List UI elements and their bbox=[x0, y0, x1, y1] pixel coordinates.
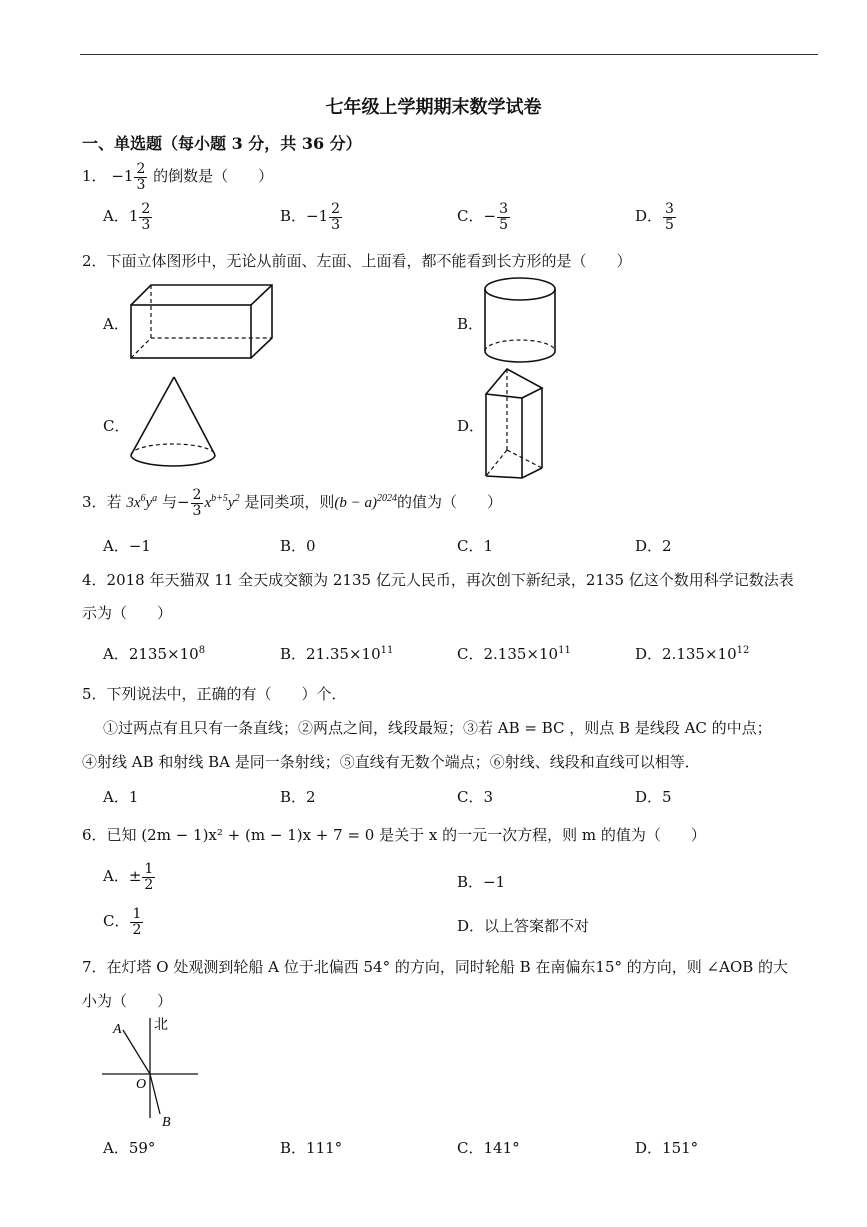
direction-figure bbox=[98, 1014, 208, 1132]
question-2: 2．下面立体图形中，无论从前面、左面、上面看，都不能看到长方形的是（ ） bbox=[82, 252, 632, 270]
q4-option-d[interactable]: D．$2.135\times 10^{12}$ bbox=[635, 645, 750, 663]
point-o-label: O bbox=[136, 1077, 147, 1092]
q4-option-b[interactable]: B．$21.35\times 10^{11}$ bbox=[280, 645, 394, 663]
north-label: 北 bbox=[154, 1017, 168, 1033]
q4-option-c[interactable]: C．$2.135\times 10^{11}$ bbox=[457, 645, 571, 663]
triangular-prism-figure bbox=[482, 366, 546, 482]
question-5-line3: ④射线 AB 和射线 BA 是同一条射线；⑤直线有无数个端点；⑥射线、线段和直线可以相等． bbox=[82, 753, 700, 771]
section-heading: 一、单选题（每小题 3 分，共 36 分） bbox=[82, 134, 362, 153]
cone-figure bbox=[126, 375, 221, 471]
cuboid-figure bbox=[128, 282, 278, 362]
term1: $3x^6y^a$ bbox=[126, 493, 158, 512]
q6-option-b[interactable]: B．−1 bbox=[457, 873, 506, 891]
q5-option-b[interactable]: B．2 bbox=[280, 788, 316, 806]
q5-option-d[interactable]: D．5 bbox=[635, 788, 672, 806]
q5-option-a[interactable]: A．1 bbox=[103, 788, 139, 806]
header-rule bbox=[80, 54, 818, 55]
q2-option-a[interactable]: A． bbox=[103, 315, 129, 333]
question-5-line2: ①过两点有且只有一条直线；②两点之间，线段最短；③若 AB = BC ，则点 B 是线段 AC 的中点； bbox=[103, 719, 772, 737]
fraction: $\frac{2}{3}$ bbox=[136, 161, 146, 193]
q2-option-d[interactable]: D． bbox=[457, 417, 485, 435]
q1-option-c[interactable]: C．− $\frac{3}{5}$ bbox=[457, 201, 508, 233]
q7-option-d[interactable]: D．151° bbox=[635, 1139, 699, 1157]
q1-option-d[interactable]: D． $\frac{3}{5}$ bbox=[635, 201, 674, 233]
q6-option-c[interactable]: C． $\frac{1}{2}$ bbox=[103, 906, 142, 938]
expr-int: −1 bbox=[111, 167, 134, 186]
q6-option-d[interactable]: D．以上答案都不对 bbox=[457, 917, 590, 935]
question-7-line2: 小为（ ） bbox=[82, 992, 173, 1010]
q3-option-b[interactable]: B．0 bbox=[280, 537, 316, 555]
question-4-line1: 4．2018 年天猫双 11 全天成交额为 2135 亿元人民币，再次创下新纪录，2135 亿这个数用科学记数法表 bbox=[82, 571, 794, 589]
page-title: 七年级上学期期末数学试卷 bbox=[325, 97, 542, 118]
q7-option-c[interactable]: C．141° bbox=[457, 1139, 520, 1157]
point-a-label: A bbox=[113, 1022, 122, 1037]
term2: $x^{b+5}y^2$ bbox=[204, 493, 240, 512]
question-3: 3．若 $3x^6y^a$ 与− $\frac{2}{3}$ $x^{b+5}y^2$ 是同类项，则$(b - a)^{2024}$的值为（ ） bbox=[82, 487, 502, 519]
question-1 bbox=[82, 162, 273, 192]
q3-option-a[interactable]: A．−1 bbox=[103, 537, 151, 555]
q3-option-d[interactable]: D．2 bbox=[635, 537, 672, 555]
cylinder-figure bbox=[480, 275, 560, 367]
q6-option-a[interactable]: A．± $\frac{1}{2}$ bbox=[103, 861, 154, 893]
question-7-line1: 7．在灯塔 O 处观测到轮船 A 位于北偏西 54° 的方向，同时轮船 B 在南偏东15° 的方向，则 ∠AOB 的大 bbox=[82, 958, 789, 976]
q7-option-b[interactable]: B．111° bbox=[280, 1139, 343, 1157]
q7-option-a[interactable]: A．59° bbox=[103, 1139, 156, 1157]
question-text: 的倒数是（ ） bbox=[153, 167, 274, 186]
q5-option-c[interactable]: C．3 bbox=[457, 788, 494, 806]
q3-option-c[interactable]: C．1 bbox=[457, 537, 494, 555]
question-number: 1． bbox=[82, 167, 107, 186]
point-b-label: B bbox=[162, 1115, 171, 1130]
power-expr: $(b - a)^{2024}$ bbox=[334, 493, 397, 512]
q2-option-c[interactable]: C． bbox=[103, 417, 130, 435]
q2-option-b[interactable]: B． bbox=[457, 315, 484, 333]
question-6: 6．已知 (2m − 1)x² + (m − 1)x + 7 = 0 是关于 x 的一元一次方程，则 m 的值为（ ） bbox=[82, 826, 706, 844]
q1-option-a[interactable]: A．1 $\frac{2}{3}$ bbox=[103, 201, 151, 233]
question-4-line2: 示为（ ） bbox=[82, 604, 173, 622]
question-5-line1: 5．下列说法中，正确的有（ ）个． bbox=[82, 685, 347, 703]
q4-option-a[interactable]: A．$2135\times 10^8$ bbox=[103, 645, 206, 663]
q1-option-b[interactable]: B．−1 $\frac{2}{3}$ bbox=[280, 201, 341, 233]
